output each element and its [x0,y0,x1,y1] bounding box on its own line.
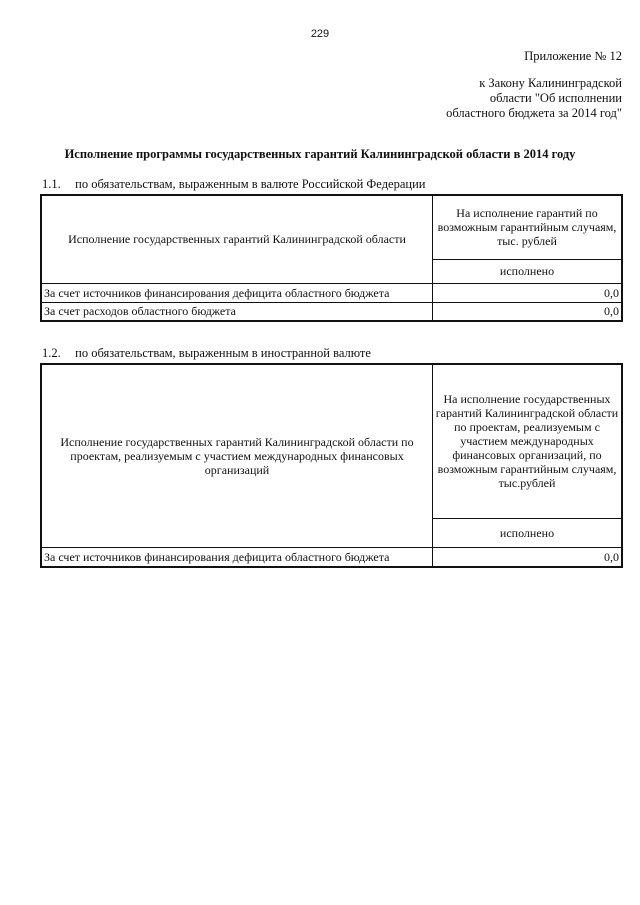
section-2-caption: по обязательствам, выраженным в иностранной валюте [75,346,371,360]
section-1-title [42,177,425,192]
appendix-ref-line: областного бюджета за 2014 год" [446,106,622,120]
table-1-header-left: Исполнение государственных гарантий Калининградской области [41,195,433,283]
table-1-row-value: 0,0 [433,283,623,302]
page-number: 229 [310,28,330,40]
table-1-row-label: За счет расходов областного бюджета [41,302,433,321]
table-2-header-left: Исполнение государственных гарантий Калининградской области по проектам, реализуемым с участием международных финансовых организаций [41,364,433,547]
table-2-row-label: За счет источников финансирования дефицита областного бюджета [41,547,433,567]
table-row [41,302,622,321]
table-section-2 [40,363,623,568]
section-1-number: 1.1. [42,177,61,191]
table-1-header-right: На исполнение гарантий по возможным гарантийным случаям, тыс. рублей [433,195,623,259]
document-heading: Исполнение программы государственных гарантий Калининградской области в 2014 году [64,147,576,161]
table-2-subheader: исполнено [433,518,623,547]
table-1-subheader: исполнено [433,259,623,283]
table-1-row-label: За счет источников финансирования дефицита областного бюджета [41,283,433,302]
appendix-ref-line: области "Об исполнении [489,91,622,105]
appendix-title: Приложение № 12 [524,49,622,63]
section-2-number: 1.2. [42,346,61,360]
table-row [41,547,622,567]
section-1-caption: по обязательствам, выраженным в валюте Российской Федерации [75,177,426,191]
section-2-title [42,346,371,361]
table-2-header-right: На исполнение государственных гарантий Калининградской области по проектам, реализуемым с участием международных финансовых организаций, по возможным гарантийным случаям, тыс.рублей [433,364,623,518]
table-row [41,283,622,302]
appendix-ref-line: к Закону Калининградской [479,76,622,90]
table-section-1 [40,194,623,322]
table-1-row-value: 0,0 [433,302,623,321]
table-2-row-value: 0,0 [433,547,623,567]
appendix-reference [446,76,622,121]
